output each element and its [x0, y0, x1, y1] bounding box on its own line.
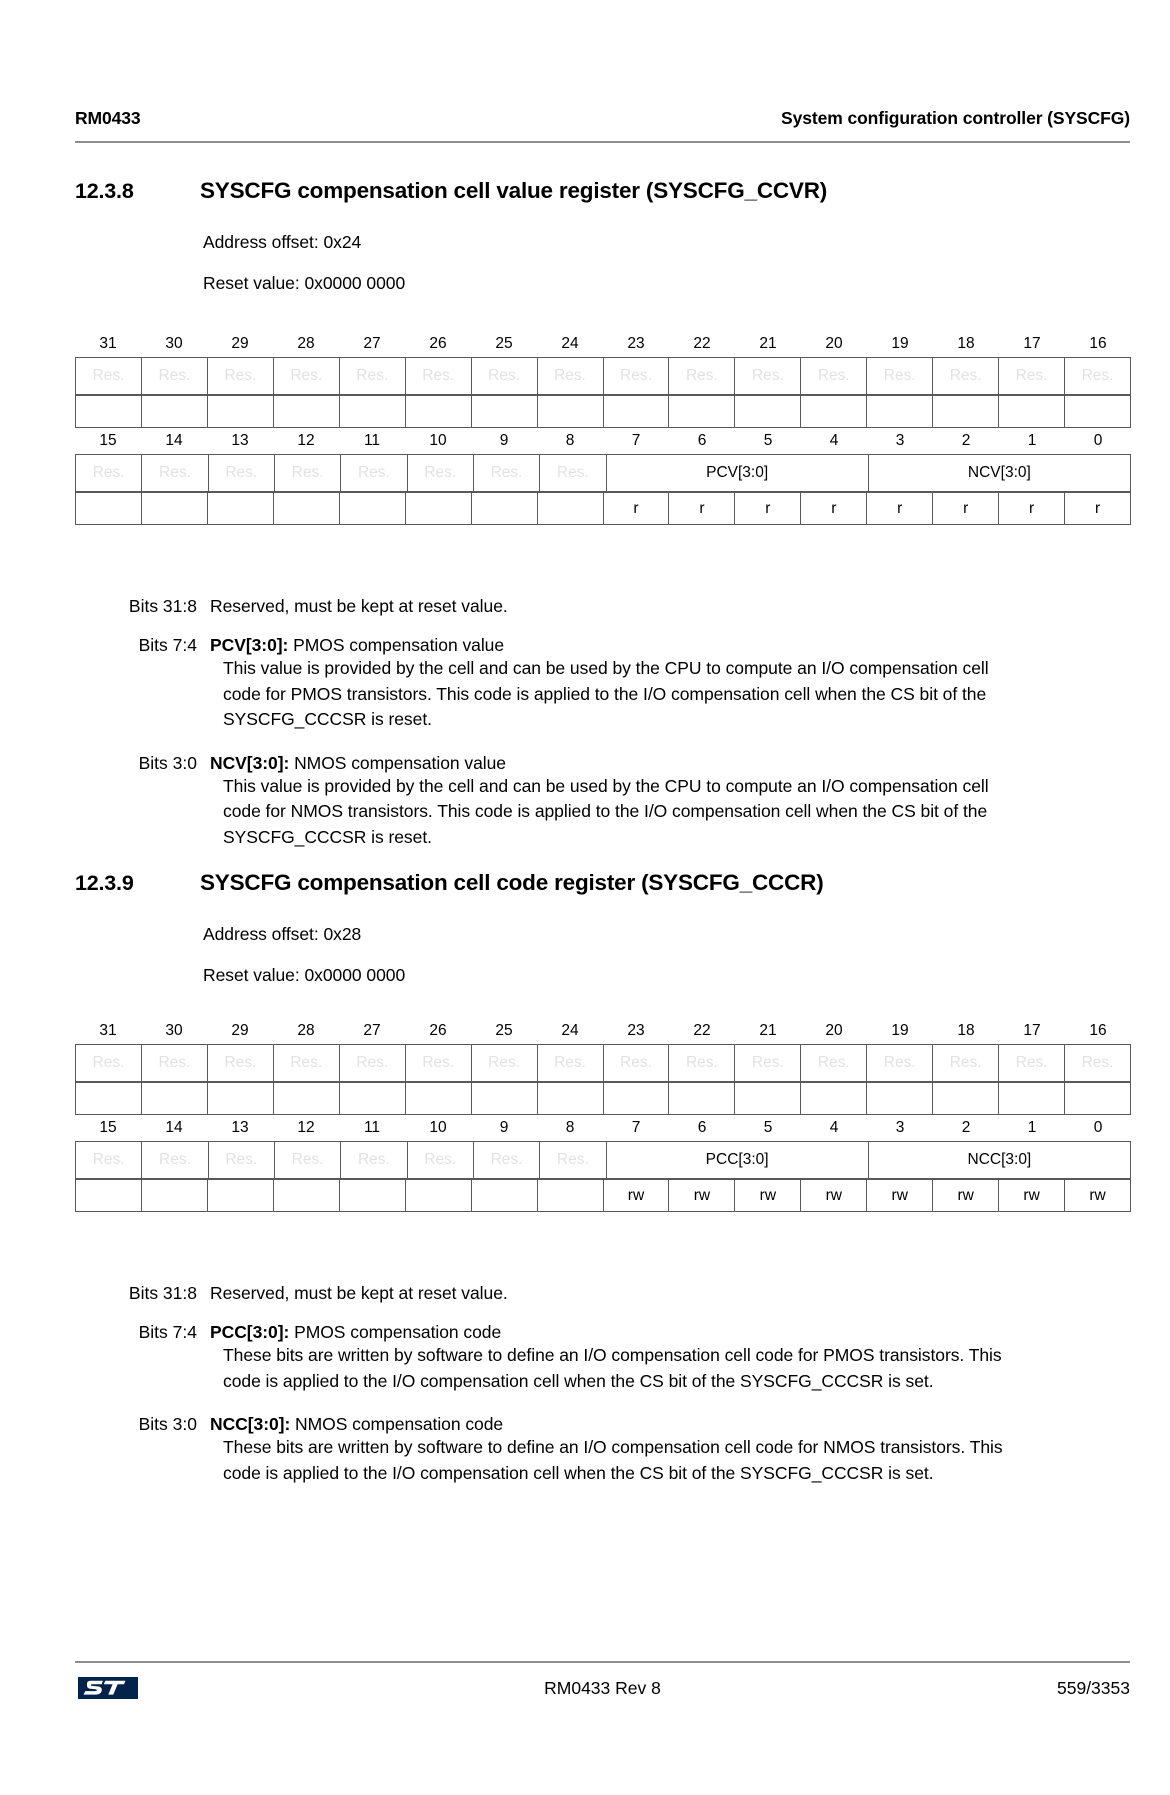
bit-range-label: Bits 3:0 — [138, 752, 197, 773]
access-cell — [801, 396, 867, 427]
page-footer — [75, 1673, 1130, 1703]
bit-number: 20 — [825, 1022, 843, 1039]
bit-cell: Res. — [209, 1142, 275, 1178]
bit-range-label: Bits 31:8 — [128, 1283, 197, 1303]
bit-access-row-high-2 — [75, 1082, 1131, 1115]
bit-number: 0 — [1093, 1119, 1103, 1136]
bit-cell: Res. — [538, 358, 604, 394]
access-cell — [538, 493, 604, 524]
access-cell: r — [933, 493, 999, 524]
bit-number: 5 — [763, 1119, 773, 1136]
access-cell — [472, 396, 538, 427]
bit-number: 12 — [297, 1119, 315, 1136]
bit-desc-title — [210, 753, 506, 774]
bit-cell: Res. — [406, 358, 472, 394]
access-cell — [274, 396, 340, 427]
bit-access-row-low-1 — [75, 492, 1131, 525]
bit-cell: Res. — [76, 1045, 142, 1081]
access-cell — [208, 1180, 274, 1211]
bit-number: 25 — [495, 335, 513, 352]
access-cell: r — [801, 493, 867, 524]
access-cell — [933, 1083, 999, 1114]
bit-cell: Res. — [604, 1045, 670, 1081]
bit-descriptions-cccr — [75, 1283, 1135, 1486]
bit-name-row-low-1 — [75, 454, 1131, 492]
bit-field-summary: NMOS compensation code — [290, 1414, 504, 1434]
bit-number: 7 — [631, 432, 641, 449]
section-title: SYSCFG compensation cell code register (SYSCFG_CCCR) — [200, 870, 824, 895]
bit-field-name: PCV[3:0]: — [210, 635, 289, 655]
bit-number: 16 — [1089, 335, 1107, 352]
access-cell — [604, 1083, 670, 1114]
bit-name-row-low-2 — [75, 1141, 1131, 1179]
bit-desc-title — [210, 1322, 501, 1343]
bit-field-pcc: PCC[3:0] — [607, 1142, 869, 1178]
access-cell — [142, 396, 208, 427]
bit-cell: Res. — [275, 455, 341, 491]
bit-number: 13 — [231, 432, 249, 449]
bit-range-label: Bits 3:0 — [138, 1414, 197, 1434]
footer-divider — [75, 1661, 1130, 1663]
bit-cell: Res. — [472, 1045, 538, 1081]
section-number: 12.3.9 — [75, 871, 134, 895]
access-cell — [538, 1180, 604, 1211]
bit-cell: Res. — [142, 1142, 208, 1178]
access-cell — [142, 493, 208, 524]
bit-number: 10 — [429, 432, 447, 449]
bit-desc-entry — [75, 635, 1135, 656]
access-cell: r — [604, 493, 670, 524]
bit-number: 4 — [829, 1119, 839, 1136]
access-cell — [406, 493, 472, 524]
access-cell — [538, 1083, 604, 1114]
bit-number: 27 — [363, 1022, 381, 1039]
bit-number: 30 — [165, 1022, 183, 1039]
access-cell: rw — [801, 1180, 867, 1211]
bit-field-ncc: NCC[3:0] — [869, 1142, 1131, 1178]
access-cell — [867, 1083, 933, 1114]
access-cell — [999, 396, 1065, 427]
st-logo — [75, 1673, 255, 1703]
bit-desc-entry — [75, 1322, 1135, 1343]
bit-number: 11 — [363, 1119, 381, 1136]
bit-cell: Res. — [76, 455, 142, 491]
bit-number: 1 — [1027, 432, 1037, 449]
bit-cell: Res. — [735, 358, 801, 394]
access-cell — [933, 396, 999, 427]
bit-number-row-high-1 — [75, 331, 1131, 357]
bit-number: 24 — [561, 335, 579, 352]
bit-cell: Res. — [472, 358, 538, 394]
footer-doc-revision: RM0433 Rev 8 — [544, 1677, 661, 1698]
access-cell — [208, 493, 274, 524]
access-cell — [142, 1083, 208, 1114]
access-cell — [1065, 396, 1131, 427]
bit-number: 23 — [627, 335, 645, 352]
bit-number: 8 — [565, 1119, 575, 1136]
bit-desc-body: These bits are written by software to define an I/O compensation cell code for PMOS transistors. This code is applied to the I/O compensation cell when the CS bit of the SYSCFG_CCCSR is set. — [223, 1345, 1002, 1391]
bit-cell: Res. — [76, 358, 142, 394]
access-cell: r — [669, 493, 735, 524]
bit-cell: Res. — [406, 1045, 472, 1081]
access-cell — [274, 1083, 340, 1114]
bit-cell: Res. — [274, 1045, 340, 1081]
access-cell: r — [867, 493, 933, 524]
access-cell — [274, 493, 340, 524]
bit-cell: Res. — [274, 358, 340, 394]
bit-cell: Res. — [669, 358, 735, 394]
bit-number: 28 — [297, 335, 315, 352]
section-number: 12.3.8 — [75, 179, 134, 203]
bit-number: 19 — [891, 1022, 909, 1039]
access-cell — [340, 1083, 406, 1114]
bit-number: 28 — [297, 1022, 315, 1039]
bit-number: 16 — [1089, 1022, 1107, 1039]
bit-number: 3 — [895, 432, 905, 449]
bit-name-row-high-2 — [75, 1044, 1131, 1082]
bit-cell: Res. — [208, 358, 274, 394]
bit-cell: Res. — [867, 1045, 933, 1081]
bit-cell: Res. — [933, 358, 999, 394]
bit-cell: Res. — [76, 1142, 142, 1178]
bit-cell: Res. — [604, 358, 670, 394]
bit-cell: Res. — [341, 1142, 407, 1178]
bit-number: 6 — [697, 1119, 707, 1136]
access-cell — [472, 1180, 538, 1211]
st-logo-icon — [75, 1673, 141, 1703]
access-cell — [867, 396, 933, 427]
bit-number: 21 — [759, 1022, 777, 1039]
bit-cell: Res. — [735, 1045, 801, 1081]
access-cell — [340, 396, 406, 427]
bit-number: 18 — [957, 335, 975, 352]
access-cell — [735, 396, 801, 427]
access-cell: rw — [999, 1180, 1065, 1211]
access-cell — [472, 1083, 538, 1114]
bit-number: 26 — [429, 1022, 447, 1039]
reset-value-2: Reset value: 0x0000 0000 — [203, 965, 406, 985]
bit-number: 14 — [165, 432, 183, 449]
bit-field-pcv: PCV[3:0] — [607, 455, 869, 491]
bit-cell: Res. — [341, 455, 407, 491]
bit-number: 14 — [165, 1119, 183, 1136]
bit-number: 22 — [693, 1022, 711, 1039]
access-cell — [76, 396, 142, 427]
bit-desc-entry — [75, 753, 1135, 774]
bit-number: 29 — [231, 1022, 249, 1039]
footer-page-number: 559/3353 — [1057, 1677, 1130, 1698]
section-title: SYSCFG compensation cell value register (SYSCFG_CCVR) — [200, 178, 828, 203]
bit-number: 17 — [1023, 1022, 1041, 1039]
access-cell — [999, 1083, 1065, 1114]
access-cell — [340, 493, 406, 524]
bit-number: 9 — [499, 432, 509, 449]
bit-cell: Res. — [209, 455, 275, 491]
access-cell: rw — [735, 1180, 801, 1211]
access-cell — [406, 1083, 472, 1114]
bit-field-name: PCC[3:0]: — [210, 1322, 290, 1342]
bit-name-row-high-1 — [75, 357, 1131, 395]
bit-number: 20 — [825, 335, 843, 352]
bit-desc-title — [210, 1414, 503, 1435]
access-cell — [669, 396, 735, 427]
header-doc-id: RM0433 — [75, 108, 141, 128]
bit-number: 2 — [961, 432, 971, 449]
access-cell — [406, 396, 472, 427]
bit-number: 30 — [165, 335, 183, 352]
access-cell: rw — [604, 1180, 670, 1211]
bit-cell: Res. — [1065, 358, 1131, 394]
bit-number: 4 — [829, 432, 839, 449]
access-cell — [604, 396, 670, 427]
bit-number: 9 — [499, 1119, 509, 1136]
access-cell — [76, 493, 142, 524]
access-cell — [208, 1083, 274, 1114]
bit-number: 15 — [99, 1119, 117, 1136]
bit-desc-title: Reserved, must be kept at reset value. — [210, 596, 508, 616]
bit-number: 0 — [1093, 432, 1103, 449]
bit-field-name: NCV[3:0]: — [210, 752, 290, 773]
bit-number: 3 — [895, 1119, 905, 1136]
bit-range-label: Bits 7:4 — [138, 635, 197, 655]
bit-number: 6 — [697, 432, 707, 449]
bit-cell: Res. — [867, 358, 933, 394]
bit-number: 12 — [297, 432, 315, 449]
bit-number: 7 — [631, 1119, 641, 1136]
section-heading-12-3-8 — [75, 178, 1135, 204]
bit-access-row-low-2 — [75, 1179, 1131, 1212]
bit-cell: Res. — [474, 455, 540, 491]
header-divider — [75, 141, 1130, 143]
access-cell — [472, 493, 538, 524]
access-cell: r — [999, 493, 1065, 524]
bit-cell: Res. — [340, 1045, 406, 1081]
bit-number: 8 — [565, 432, 575, 449]
bit-number: 24 — [561, 1022, 579, 1039]
bit-desc-entry — [75, 1414, 1135, 1435]
running-header — [75, 108, 1130, 129]
bit-cell: Res. — [142, 358, 208, 394]
access-cell — [669, 1083, 735, 1114]
access-cell — [208, 396, 274, 427]
bit-cell: Res. — [999, 358, 1065, 394]
bit-cell: Res. — [142, 1045, 208, 1081]
access-cell — [406, 1180, 472, 1211]
bit-cell: Res. — [801, 1045, 867, 1081]
access-cell: r — [1065, 493, 1131, 524]
access-cell — [76, 1083, 142, 1114]
bit-field-summary: PMOS compensation code — [289, 1322, 502, 1342]
register-bit-table-cccr — [75, 1018, 1131, 1212]
access-cell: rw — [669, 1180, 735, 1211]
reset-value-1: Reset value: 0x0000 0000 — [203, 273, 406, 293]
bit-number: 22 — [693, 335, 711, 352]
address-offset-1: Address offset: 0x24 — [203, 232, 362, 252]
bit-number: 26 — [429, 335, 447, 352]
bit-cell: Res. — [408, 1142, 474, 1178]
access-cell — [735, 1083, 801, 1114]
bit-descriptions-ccvr — [75, 596, 1135, 850]
bit-field-ncv: NCV[3:0] — [869, 455, 1131, 491]
bit-number: 23 — [627, 1022, 645, 1039]
access-cell — [76, 1180, 142, 1211]
bit-number: 25 — [495, 1022, 513, 1039]
bit-number: 17 — [1023, 335, 1041, 352]
access-cell — [801, 1083, 867, 1114]
bit-number: 10 — [429, 1119, 447, 1136]
header-chapter-title: System configuration controller (SYSCFG) — [781, 108, 1130, 128]
bit-desc-entry — [75, 1283, 1135, 1304]
bit-number-row-low-2 — [75, 1115, 1131, 1141]
section-heading-12-3-9 — [75, 870, 1135, 896]
bit-range-label: Bits 7:4 — [138, 1322, 197, 1342]
bit-field-name: NCC[3:0]: — [210, 1414, 291, 1434]
bit-cell: Res. — [474, 1142, 540, 1178]
bit-desc-entry — [75, 596, 1135, 617]
access-cell: r — [735, 493, 801, 524]
access-cell — [274, 1180, 340, 1211]
bit-cell: Res. — [408, 455, 474, 491]
bit-number: 11 — [363, 432, 381, 449]
bit-desc-body: This value is provided by the cell and can be used by the CPU to compute an I/O compensation cell code for NMOS transistors. This code is applied to the I/O compensation cell when the CS bit of the SYSCFG_CCCSR is reset. — [223, 775, 989, 847]
bit-range-label: Bits 31:8 — [128, 596, 197, 616]
bit-number-row-low-1 — [75, 428, 1131, 454]
bit-access-row-high-1 — [75, 395, 1131, 428]
bit-cell: Res. — [1065, 1045, 1131, 1081]
access-cell: rw — [933, 1180, 999, 1211]
access-cell: rw — [1065, 1180, 1131, 1211]
bit-number: 5 — [763, 432, 773, 449]
address-offset-2: Address offset: 0x28 — [203, 924, 362, 944]
bit-number: 27 — [363, 335, 381, 352]
bit-cell: Res. — [669, 1045, 735, 1081]
bit-number: 19 — [891, 335, 909, 352]
bit-cell: Res. — [540, 455, 606, 491]
access-cell — [1065, 1083, 1131, 1114]
bit-desc-title — [210, 635, 504, 656]
bit-cell: Res. — [275, 1142, 341, 1178]
bit-number: 21 — [759, 335, 777, 352]
bit-field-summary: NMOS compensation value — [289, 752, 506, 773]
bit-cell: Res. — [142, 455, 208, 491]
bit-number: 1 — [1027, 1119, 1037, 1136]
bit-field-summary: PMOS compensation value — [288, 635, 505, 655]
bit-cell: Res. — [801, 358, 867, 394]
bit-cell: Res. — [933, 1045, 999, 1081]
bit-cell: Res. — [208, 1045, 274, 1081]
bit-cell: Res. — [538, 1045, 604, 1081]
bit-desc-title: Reserved, must be kept at reset value. — [210, 1283, 508, 1303]
bit-number: 13 — [231, 1119, 249, 1136]
bit-cell: Res. — [340, 358, 406, 394]
bit-desc-body: This value is provided by the cell and can be used by the CPU to compute an I/O compensation cell code for PMOS transistors. This code is applied to the I/O compensation cell when the CS bit of the SYSCFG_CCCSR is reset. — [223, 658, 989, 729]
bit-number-row-high-2 — [75, 1018, 1131, 1044]
bit-number: 31 — [99, 1022, 117, 1039]
access-cell — [142, 1180, 208, 1211]
bit-number: 31 — [99, 335, 117, 352]
bit-number: 29 — [231, 335, 249, 352]
bit-number: 2 — [961, 1119, 971, 1136]
bit-desc-body: These bits are written by software to define an I/O compensation cell code for NMOS transistors. This code is applied to the I/O compensation cell when the CS bit of the SYSCFG_CCCSR is set. — [223, 1437, 1003, 1483]
bit-number: 15 — [99, 432, 117, 449]
bit-cell: Res. — [540, 1142, 606, 1178]
bit-number: 18 — [957, 1022, 975, 1039]
register-bit-table-ccvr — [75, 331, 1131, 525]
access-cell — [340, 1180, 406, 1211]
bit-cell: Res. — [999, 1045, 1065, 1081]
access-cell: rw — [867, 1180, 933, 1211]
access-cell — [538, 396, 604, 427]
